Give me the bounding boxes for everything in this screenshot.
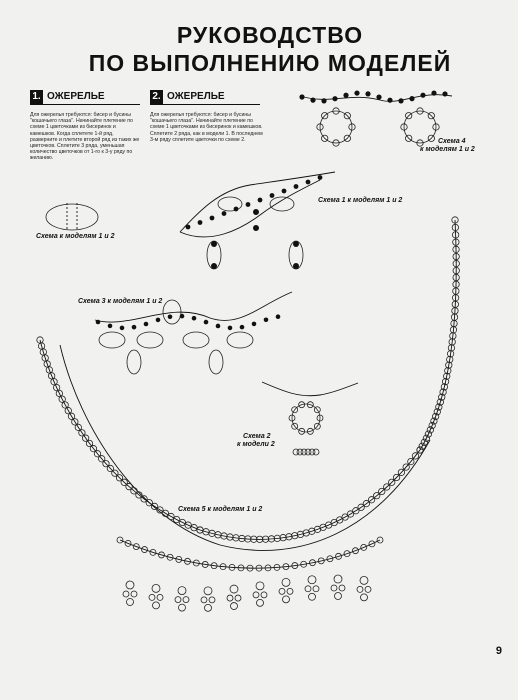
scheme4-diagram (299, 90, 452, 146)
bead (293, 263, 299, 269)
small-ring (313, 449, 319, 455)
drop-ring (256, 582, 264, 590)
section-2-number: 2. (150, 90, 163, 104)
drop-ring (309, 593, 316, 600)
bead (318, 175, 323, 180)
caption-scheme2-line2: к модели 2 (237, 441, 275, 448)
drop-ring (152, 584, 160, 592)
bead (186, 225, 191, 230)
drop-ring (331, 585, 337, 591)
bead (192, 316, 197, 321)
drop-ring (230, 585, 238, 593)
bead (354, 90, 359, 95)
bead (409, 96, 414, 101)
bead (228, 326, 233, 331)
drop-ring (126, 581, 134, 589)
scheme5-diagram (37, 217, 460, 612)
bead (365, 91, 370, 96)
section-2-text: Для ожерелья требуются: бисер и бусины "кошачьего глаза". Начинайте плетение по схеме 1 цветочками из бисеринок и камешков. Сплетите 2 ряда, как в модели 1. В последнем 3-м ряду сплетите цветочки по схеме 2. (150, 112, 263, 143)
bead (222, 211, 227, 216)
section-1-number: 1. (30, 90, 43, 104)
drop-ring (149, 594, 155, 600)
bead (270, 193, 275, 198)
bead (252, 322, 257, 327)
bead (343, 93, 348, 98)
drop-ring (175, 597, 181, 603)
bead (294, 184, 299, 189)
drop-ring (257, 599, 264, 606)
drop-ring (279, 588, 285, 594)
drop-ring (179, 604, 186, 611)
bead (253, 209, 259, 215)
caption-scheme4-line2: к моделям 1 и 2 (420, 146, 475, 153)
caption-scheme5: Схема 5 к моделям 1 и 2 (178, 506, 263, 513)
section-2-title: ОЖЕРЕЛЬЕ (167, 91, 225, 102)
drop-ring (201, 597, 207, 603)
bead (293, 241, 299, 247)
drop-ring (261, 592, 267, 598)
bead (431, 90, 436, 95)
drop-ring (253, 592, 259, 598)
bead (420, 93, 425, 98)
section-1-title: ОЖЕРЕЛЬЕ (47, 91, 105, 102)
bead (376, 94, 381, 99)
drop-ring (205, 604, 212, 611)
page-number: 9 (495, 645, 502, 657)
drop-ring (204, 587, 212, 595)
drop-ring (123, 591, 129, 597)
drop-ring (227, 595, 233, 601)
bead (168, 314, 173, 319)
scheme3-diagram (95, 292, 292, 374)
bead (442, 91, 447, 96)
drop-ring (287, 588, 293, 594)
bead (204, 320, 209, 325)
drop-ring (183, 597, 189, 603)
scheme2-diagram (262, 382, 358, 455)
page-title-line2: ПО ВЫПОЛНЕНИЮ МОДЕЛЕЙ (88, 50, 452, 76)
bead (156, 318, 161, 323)
bead (276, 314, 281, 319)
bead (144, 322, 149, 327)
drop-ring (335, 593, 342, 600)
drop-ring (283, 596, 290, 603)
drop-ring (178, 587, 186, 595)
bead (310, 98, 315, 103)
drop-ring (313, 586, 319, 592)
caption-scheme-small: Схема к моделям 1 и 2 (36, 233, 115, 240)
caption-scheme2-line1: Схема 2 (243, 433, 271, 440)
bead (387, 98, 392, 103)
bead (216, 324, 221, 329)
bead (132, 325, 137, 330)
bead (211, 241, 217, 247)
bead (258, 198, 263, 203)
bead (306, 180, 311, 185)
drop-ring (334, 575, 342, 583)
caption-scheme1: Схема 1 к моделям 1 и 2 (318, 197, 403, 204)
scheme1-diagram (180, 172, 335, 269)
drop-ring (235, 595, 241, 601)
bead (120, 326, 125, 331)
caption-scheme4-line1: Схема 4 (438, 138, 466, 145)
bead (211, 263, 217, 269)
drop-ring (339, 585, 345, 591)
bead (210, 216, 215, 221)
section-1-text: Для ожерелья требуются: бисер и бусины "кошачьего глаза". Начинайте плетение по схеме 1 цветочками из бисеринок и камешков. Когда сплетете 1-й ряд, разверните и плетите второй ряд из таких же цветочков. Сплетите 3 ряда, уменьшая количество цветочков от 1-го к 3-у ряду по желанию. (30, 112, 140, 162)
drop-ring (131, 591, 137, 597)
page-title-line1: РУКОВОДСТВО (176, 22, 364, 48)
drop-ring (305, 586, 311, 592)
drop-ring (308, 576, 316, 584)
drop-ring (357, 586, 363, 592)
drop-ring (127, 599, 134, 606)
bead (332, 96, 337, 101)
drop-ring (360, 576, 368, 584)
bead (299, 94, 304, 99)
drop-ring (231, 603, 238, 610)
bead (253, 225, 259, 231)
bead (96, 320, 101, 325)
drop-ring (153, 602, 160, 609)
bead (282, 189, 287, 194)
bead (240, 325, 245, 330)
scheme-small-diagram (46, 203, 98, 231)
bead (234, 207, 239, 212)
drop-ring (209, 597, 215, 603)
bead (264, 318, 269, 323)
drop-ring (365, 586, 371, 592)
caption-scheme3: Схема 3 к моделям 1 и 2 (78, 298, 163, 305)
bead (321, 98, 326, 103)
bead (108, 324, 113, 329)
bead (246, 202, 251, 207)
drop-ring (157, 594, 163, 600)
bead (198, 220, 203, 225)
bead (180, 314, 185, 319)
drop-ring (361, 594, 368, 601)
bead (398, 98, 403, 103)
drop-ring (282, 578, 290, 586)
